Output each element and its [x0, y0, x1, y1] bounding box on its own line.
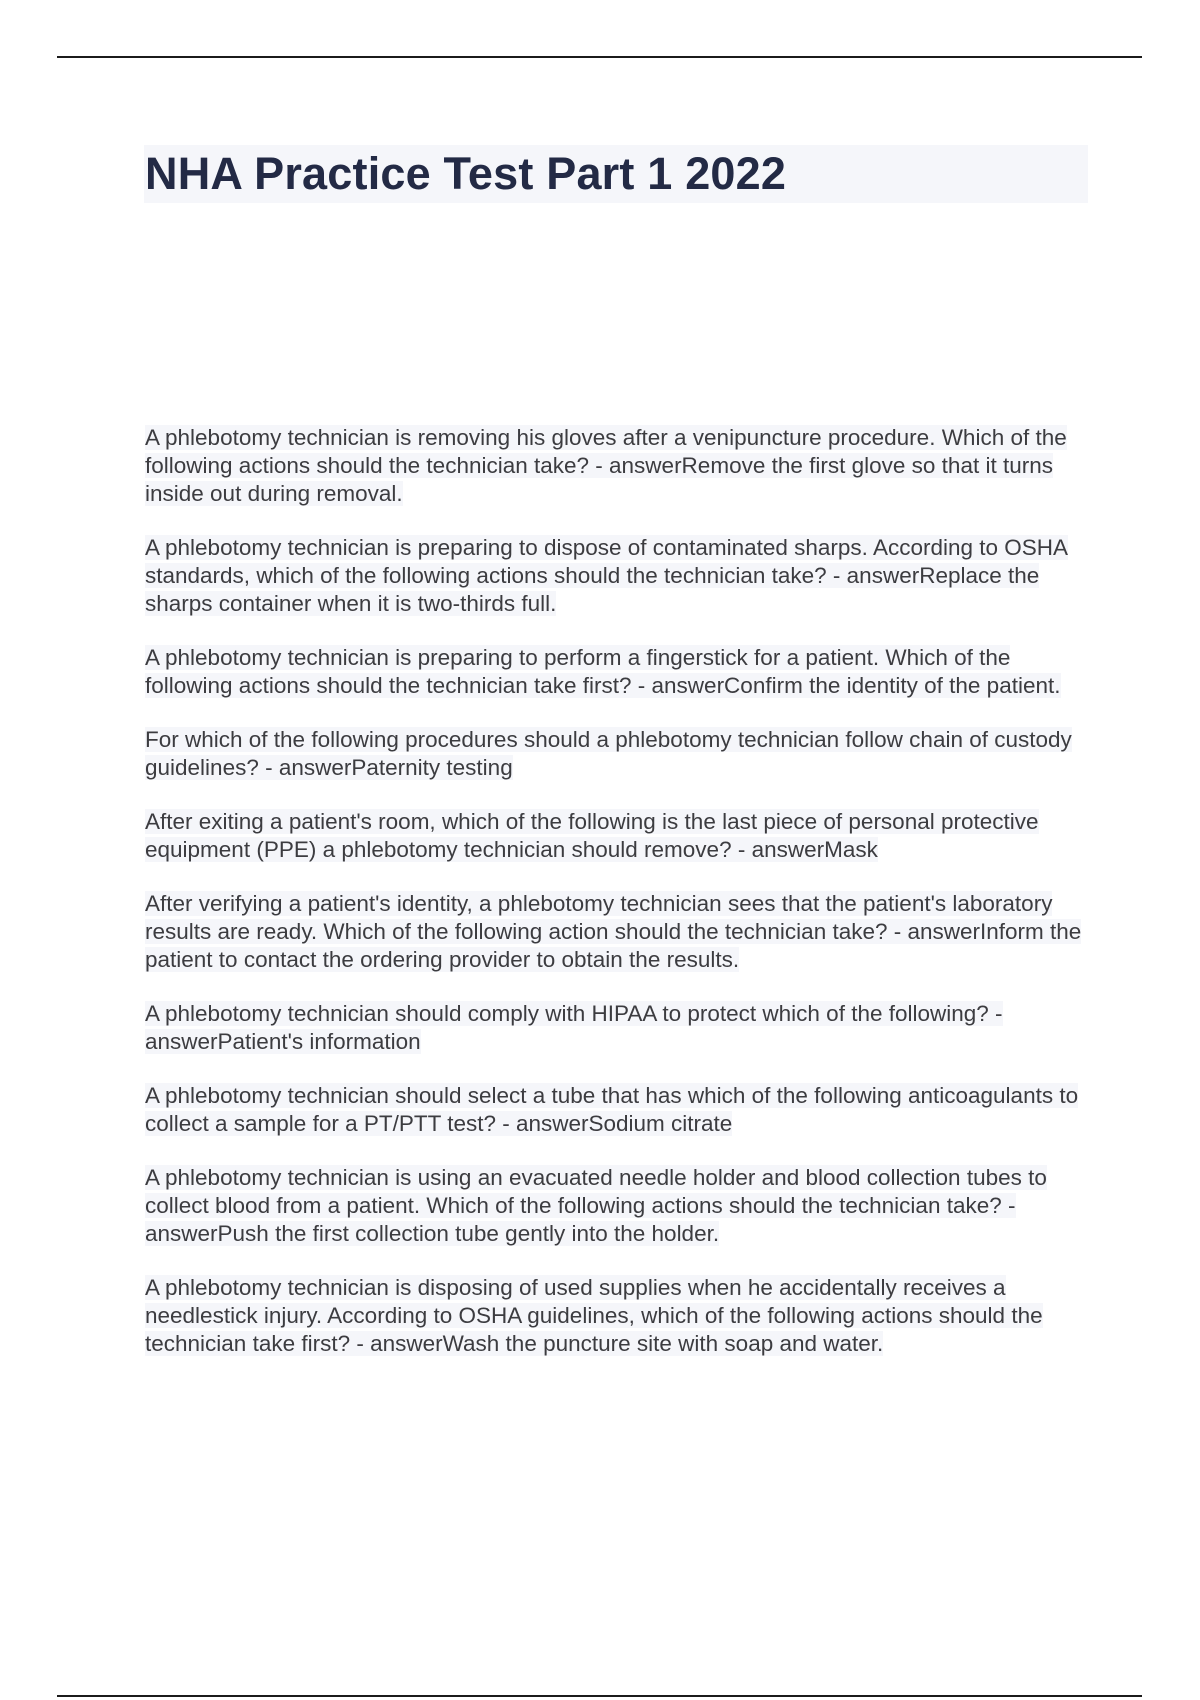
- qa-item-5: [145, 808, 1090, 864]
- bottom-rule: [57, 1695, 1142, 1697]
- qa-item-3: [145, 644, 1090, 700]
- qa-text: A phlebotomy technician should comply with HIPAA to protect which of the following? - answerPatient's information: [145, 1001, 1003, 1054]
- qa-item-1: [145, 424, 1090, 508]
- qa-item-8: [145, 1082, 1090, 1138]
- qa-item-4: [145, 726, 1090, 782]
- qa-text: For which of the following procedures should a phlebotomy technician follow chain of custody guidelines? - answerPaternity testing: [145, 727, 1072, 780]
- qa-item-7: [145, 1000, 1090, 1056]
- qa-text: A phlebotomy technician is removing his gloves after a venipuncture procedure. Which of the following actions should the technician take? - answerRemove the first glove so that it turns inside out during removal.: [145, 425, 1067, 506]
- qa-text: A phlebotomy technician should select a tube that has which of the following anticoagulants to collect a sample for a PT/PTT test? - answerSodium citrate: [145, 1083, 1079, 1136]
- qa-text: A phlebotomy technician is preparing to perform a fingerstick for a patient. Which of the following actions should the technician take first? - answerConfirm the identity of the patient.: [145, 645, 1061, 698]
- qa-text: After verifying a patient's identity, a phlebotomy technician sees that the patient's laboratory results are ready. Which of the following action should the technician take? - answerInform the patient to contact the ordering provider to obtain the results.: [145, 891, 1082, 972]
- qa-item-2: [145, 534, 1090, 618]
- qa-text: A phlebotomy technician is preparing to dispose of contaminated sharps. According to OSHA standards, which of the following actions should the technician take? - answerReplace the sharps container when it is two-thirds full.: [145, 535, 1069, 616]
- qa-text: A phlebotomy technician is using an evacuated needle holder and blood collection tubes to collect blood from a patient. Which of the following actions should the technician take? - answerPush the first collection tube gently into the holder.: [145, 1165, 1047, 1246]
- page-title: NHA Practice Test Part 1 2022: [145, 148, 787, 199]
- qa-text: A phlebotomy technician is disposing of used supplies when he accidentally receives a needlestick injury. According to OSHA guidelines, which of the following actions should the technician take first? - answerWash the puncture site with soap and water.: [145, 1275, 1043, 1356]
- top-rule: [57, 56, 1142, 58]
- qa-item-10: [145, 1274, 1090, 1358]
- qa-item-9: [145, 1164, 1090, 1248]
- qa-list: [145, 424, 1090, 1384]
- qa-item-6: [145, 890, 1090, 974]
- qa-text: After exiting a patient's room, which of the following is the last piece of personal protective equipment (PPE) a phlebotomy technician should remove? - answerMask: [145, 809, 1039, 862]
